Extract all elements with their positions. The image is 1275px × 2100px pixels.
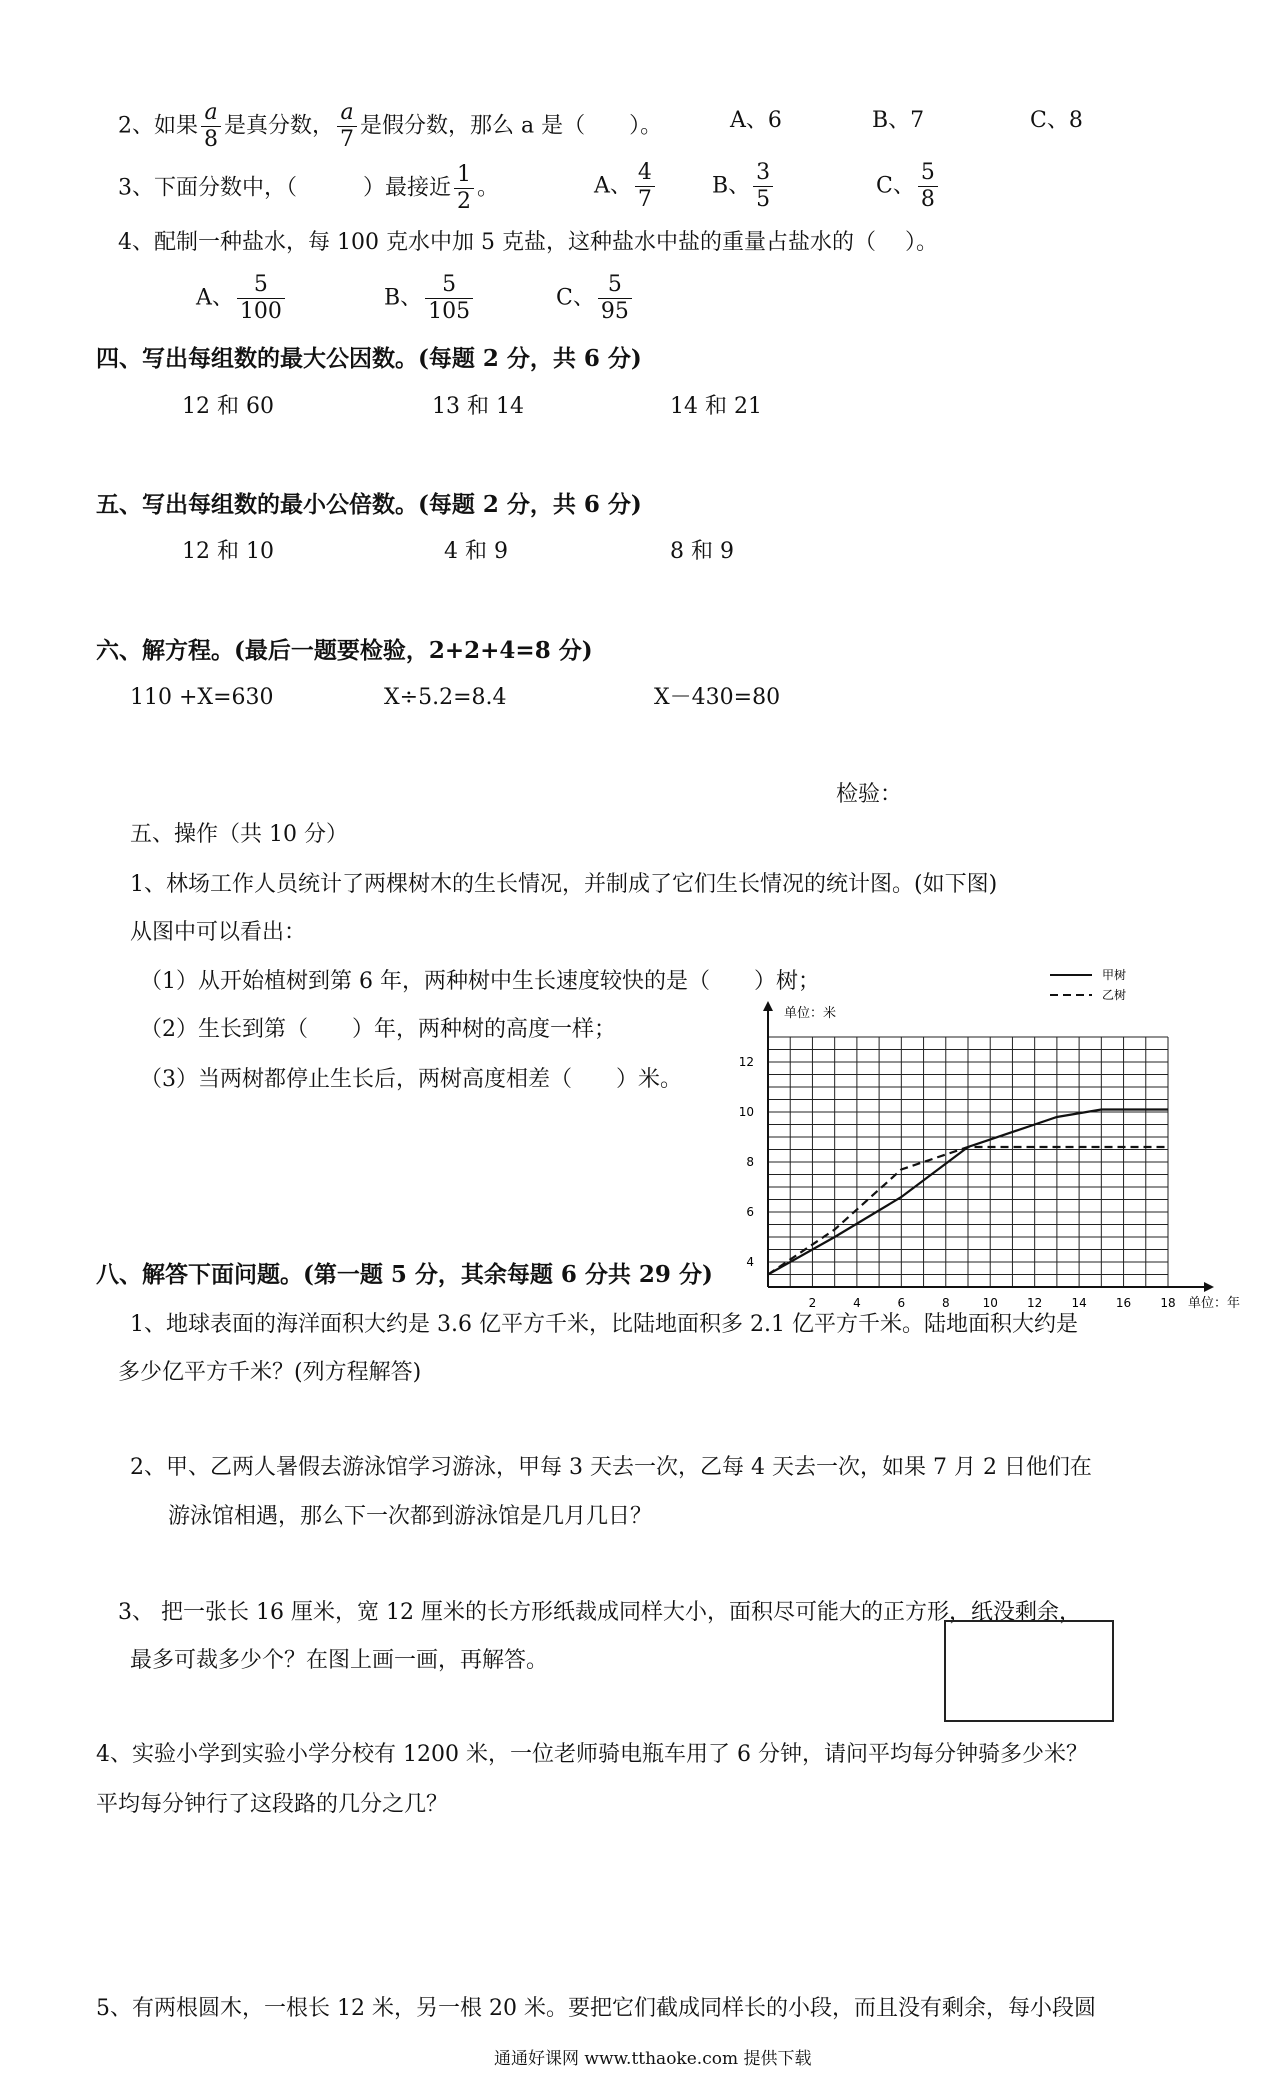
x-unit-label: 单位：年 [1188,1296,1241,1311]
question-4: 4、配制一种盐水，每 100 克水中加 5 克盐，这种盐水中盐的重量占盐水的（ ）。 [118,230,938,255]
y-axis-arrow [763,1001,773,1011]
check-label: 检验： [836,782,903,807]
x-tick-label: 14 [1071,1296,1087,1310]
problem-1-line-2: 多少亿平方千米？(列方程解答) [118,1360,422,1385]
tree-growth-line-chart [720,965,1260,1325]
section-4-title: 四、写出每组数的最大公因数。(每题 2 分，共 6 分) [96,345,642,372]
q3-option-a: A、 $\frac{4}{7}$ [594,160,658,213]
problem-1-line-1: 1、地球表面的海洋面积大约是 3.6 亿平方千米，比陆地面积多 2.1 亿平方千米。陆地面积大约是 [130,1312,1078,1337]
q2-option-b: B、7 [872,108,925,133]
lcm-item-1: 12 和 10 [182,539,274,564]
x-tick-label: 12 [1027,1296,1043,1310]
fraction-one-half: $\frac{1}{2}$ [454,162,474,215]
footer-source: 通通好课网 www.tthaoke.com 提供下载 [494,2049,812,2069]
problem-4-line-1: 4、实验小学到实验小学分校有 1200 米，一位老师骑电瓶车用了 6 分钟，请问平均每分钟骑多少米？ [96,1742,1088,1767]
x-tick-label: 2 [808,1296,817,1310]
fraction-a-over-8: $\frac{a}{8}$ [201,100,221,153]
x-tick-label: 4 [853,1296,861,1310]
chart-grid [768,1037,1168,1287]
gcd-item-3: 14 和 21 [670,394,762,419]
gcd-item-1: 12 和 60 [182,394,274,419]
y-tick-label: 6 [746,1205,754,1219]
q4-option-a: A、 $\frac{5}{100}$ [196,272,288,325]
q3-option-c: C、 $\frac{5}{8}$ [876,160,941,213]
problem-3-line-2: 最多可裁多少个？在图上画一画，再解答。 [130,1648,549,1673]
lcm-item-3: 8 和 9 [670,539,734,564]
gcd-item-2: 13 和 14 [432,394,524,419]
q2-option-a: A、6 [730,108,782,133]
q2-option-c: C、8 [1030,108,1083,133]
legend-label: 甲树 [1102,968,1127,982]
question-2-prefix: 2、如果 [118,113,198,139]
chart-legend [1050,967,1126,1002]
fraction-a-over-7: $\frac{a}{7}$ [337,100,357,153]
y-tick-label: 10 [738,1105,754,1119]
question-2: 2、如果 $\frac{a}{8}$ 是真分数， $\frac{a}{7}$ 是假分数，那么 a 是（ ）。 [118,100,663,152]
section-8-title: 八、解答下面问题。(第一题 5 分，其余每题 6 分共 29 分) [96,1261,713,1288]
operation-q1: 1、林场工作人员统计了两棵树木的生长情况，并制成了它们生长情况的统计图。(如下图) [130,872,998,897]
q3-option-b: B、 $\frac{3}{5}$ [712,160,776,213]
x-tick-label: 18 [1160,1296,1176,1310]
question-3: 3、下面分数中，（ ）最接近 $\frac{1}{2}$ 。 [118,162,500,214]
operation-sub-3: （3）当两树都停止生长后，两树高度相差（ ）米。 [140,1067,682,1092]
y-tick-label: 4 [746,1255,754,1269]
equation-3: X－430=80 [654,685,781,710]
x-tick-label: 10 [982,1296,998,1310]
y-tick-label: 12 [738,1055,754,1069]
q4-option-b: B、 $\frac{5}{105}$ [384,272,476,325]
x-tick-label: 8 [941,1296,950,1310]
section-6-title: 六、解方程。(最后一题要检验，2+2+4=8 分) [96,637,593,664]
problem-3-line-1: 3、 把一张长 16 厘米，宽 12 厘米的长方形纸裁成同样大小，面积尽可能大的正方形，纸没剩余， [118,1600,1081,1625]
operation-title: 五、操作（共 10 分） [130,822,348,847]
operation-sub-1: （1）从开始植树到第 6 年，两种树中生长速度较快的是（ ）树； [140,969,820,994]
rectangle-paper-drawing-box[interactable] [944,1620,1114,1722]
legend-label: 乙树 [1102,988,1127,1002]
problem-4-line-2: 平均每分钟行了这段路的几分之几？ [96,1792,449,1817]
y-tick-label: 8 [746,1155,754,1169]
section-5-title: 五、写出每组数的最小公倍数。(每题 2 分，共 6 分) [96,491,642,518]
equation-1: 110 +X=630 [130,685,274,710]
problem-2-line-1: 2、甲、乙两人暑假去游泳馆学习游泳，甲每 3 天去一次，乙每 4 天去一次，如果 7 月 2 日他们在 [130,1455,1092,1480]
x-tick-label: 6 [897,1296,906,1310]
y-unit-label: 单位：米 [784,1006,837,1021]
chart-tick-labels [739,1055,1176,1310]
operation-lead: 从图中可以看出： [130,920,307,945]
problem-5-line-1: 5、有两根圆木，一根长 12 米，另一根 20 米。要把它们截成同样长的小段，而且没有剩余，每小段圆 [96,1996,1096,2021]
problem-2-line-2: 游泳馆相遇，那么下一次都到游泳馆是几月几日？ [168,1504,653,1529]
lcm-item-2: 4 和 9 [444,539,508,564]
x-tick-label: 16 [1115,1296,1132,1310]
q4-option-c: C、 $\frac{5}{95}$ [556,272,635,325]
equation-2: X÷5.2=8.4 [384,685,507,710]
operation-sub-2: （2）生长到第（ ）年，两种树的高度一样； [140,1017,616,1042]
x-axis-arrow [1204,1282,1214,1292]
